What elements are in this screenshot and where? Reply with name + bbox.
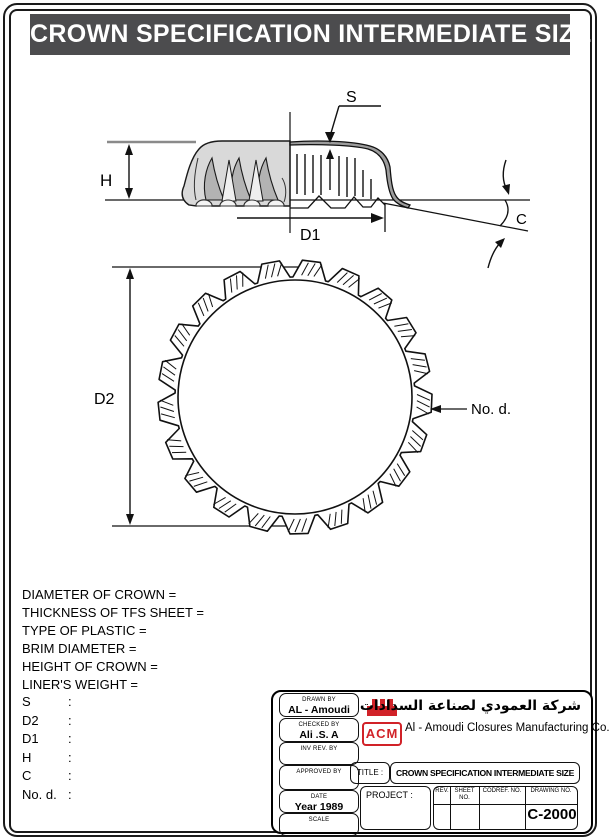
param-row: D2 : — [22, 712, 72, 731]
spec-line: HEIGHT OF CROWN = — [22, 658, 204, 676]
approved-by-box: APPROVED BY — [279, 765, 359, 790]
table-header-rule — [434, 804, 577, 805]
svg-text:D1: D1 — [300, 227, 321, 244]
spec-line: DIAMETER OF CROWN = — [22, 586, 204, 604]
param-row: C : — [22, 767, 72, 786]
crown-section-right-half — [290, 141, 410, 208]
crown-top-view-inner-circle — [178, 280, 412, 514]
dimension-h — [100, 144, 133, 199]
scale-box: SCALE — [279, 813, 359, 836]
drawn-by-box: DRAWN BY AL - Amoudi — [279, 693, 359, 717]
checked-by-box: CHECKED BY Ali .S. A — [279, 718, 359, 742]
spec-line: LINER'S WEIGHT = — [22, 676, 204, 694]
dimension-c-angle — [383, 160, 528, 268]
dimension-d1 — [237, 204, 385, 244]
title-value-box: CROWN SPECIFICATION INTERMEDIATE SIZE — [390, 762, 580, 784]
param-row: H : — [22, 749, 72, 768]
svg-text:No. d.: No. d. — [471, 401, 511, 418]
spec-line: THICKNESS OF TFS SHEET = — [22, 604, 204, 622]
drawing-no-header: DRAWING NO. — [525, 788, 577, 795]
param-list — [22, 693, 72, 805]
param-row: No. d. : — [22, 786, 72, 805]
callout-no-d — [430, 401, 511, 418]
rev-header: REV. — [434, 788, 450, 795]
project-box: PROJECT : — [360, 786, 431, 830]
svg-text:D2: D2 — [94, 391, 115, 408]
dimension-s — [325, 89, 381, 190]
sheet-no-header: SHEET NO. — [450, 788, 479, 802]
inv-rev-box: INV REV. BY — [279, 742, 359, 765]
param-row: S : — [22, 693, 72, 712]
title-block — [271, 690, 593, 834]
spec-line: TYPE OF PLASTIC = — [22, 622, 204, 640]
page-title: CROWN SPECIFICATION INTERMEDIATE SIZE — [30, 14, 570, 55]
crown-section-left-half — [182, 141, 290, 206]
company-name-english: Al - Amoudi Closures Manufacturing Co. — [405, 722, 581, 734]
svg-text:H: H — [100, 171, 112, 190]
liner-hatch-lines — [297, 154, 371, 199]
svg-text:C: C — [516, 211, 527, 228]
company-name-arabic: شركة العمودي لصناعة السدادات — [405, 698, 581, 714]
param-row: D1 : — [22, 730, 72, 749]
revision-table — [433, 786, 578, 830]
drawing-number: C-2000 — [526, 806, 578, 823]
codref-no-header: CODREF. NO. — [479, 788, 525, 795]
title-label-box: TITLE : — [350, 762, 390, 784]
spec-lines — [22, 586, 204, 694]
acm-logo-text: ACM — [362, 722, 402, 746]
date-box: DATE Year 1989 — [279, 790, 359, 813]
spec-line: BRIM DIAMETER = — [22, 640, 204, 658]
svg-text:S: S — [346, 89, 357, 106]
